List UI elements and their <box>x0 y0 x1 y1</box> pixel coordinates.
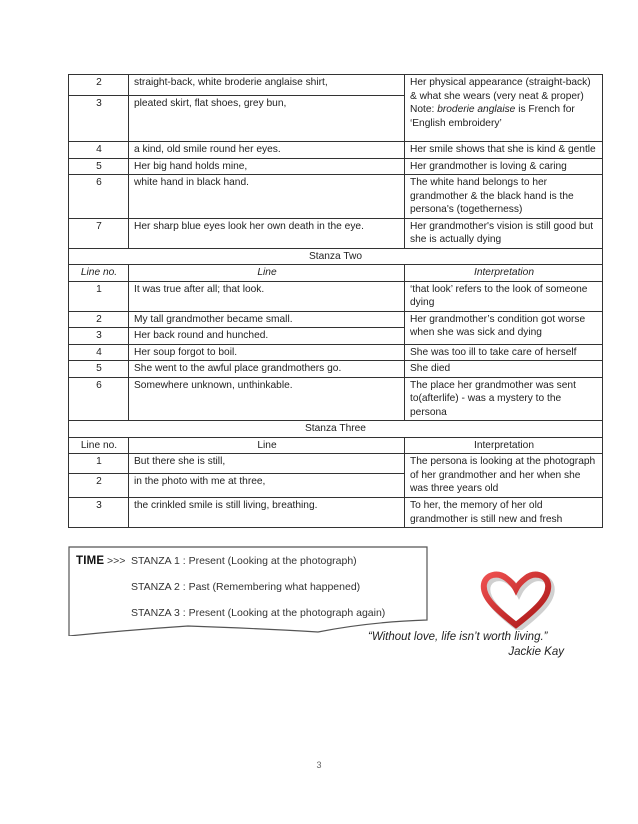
poem-analysis-table <box>68 74 603 528</box>
line-number: 3 <box>69 328 129 345</box>
poem-line: Her big hand holds mine, <box>129 158 405 175</box>
poem-line: It was true after all; that look. <box>129 281 405 311</box>
table-row <box>69 158 603 175</box>
time-arrow: >>> <box>107 555 126 567</box>
line-number: 1 <box>69 454 129 474</box>
poem-line: the crinkled smile is still living, breathing. <box>129 498 405 528</box>
poem-line: My tall grandmother became small. <box>129 311 405 328</box>
line-number: 3 <box>69 498 129 528</box>
poem-line: white hand in black hand. <box>129 175 405 219</box>
header-row <box>69 265 603 282</box>
interpretation: Her grandmother’s condition got worse when she was sick and dying <box>405 311 603 344</box>
quote-text: “Without love, life isn’t worth living.” <box>368 631 548 643</box>
interpretation: The white hand belongs to her grandmother & the black hand is the persona's (togetherness) <box>405 175 603 219</box>
interpretation: She was too ill to take care of herself <box>405 344 603 361</box>
poem-line: pleated skirt, flat shoes, grey bun, <box>129 96 405 142</box>
page-number: 3 <box>316 760 322 770</box>
stanza-two-title: Stanza Two <box>69 248 603 265</box>
line-number: 6 <box>69 175 129 219</box>
interpretation: Her grandmother is loving & caring <box>405 158 603 175</box>
header-line-no: Line no. <box>69 265 129 282</box>
poem-line: But there she is still, <box>129 454 405 474</box>
table-row <box>69 311 603 328</box>
poem-line: Somewhere unknown, unthinkable. <box>129 377 405 421</box>
table-row <box>69 175 603 219</box>
header-interpretation: Interpretation <box>405 265 603 282</box>
stanza-three-title: Stanza Three <box>69 421 603 438</box>
interpretation: She died <box>405 361 603 378</box>
poem-line: Her soup forgot to boil. <box>129 344 405 361</box>
line-number: 2 <box>69 75 129 96</box>
table-row <box>69 361 603 378</box>
line-number: 3 <box>69 96 129 142</box>
table-row <box>69 281 603 311</box>
quote-block <box>368 630 564 660</box>
stanza-3-time: STANZA 3 : Present (Looking at the photograph again) <box>131 607 386 619</box>
stanza-1-time: STANZA 1 : Present (Looking at the photograph) <box>131 555 357 567</box>
header-line: Line <box>129 265 405 282</box>
poem-line: a kind, old smile round her eyes. <box>129 142 405 159</box>
interpretation: To her, the memory of her old grandmother is still new and fresh <box>405 498 603 528</box>
stanza-2-time: STANZA 2 : Past (Remembering what happened) <box>131 581 361 593</box>
table-row <box>69 344 603 361</box>
poem-line: straight-back, white broderie anglaise shirt, <box>129 75 405 96</box>
line-number: 2 <box>69 311 129 328</box>
line-number: 7 <box>69 218 129 248</box>
header-row <box>69 437 603 454</box>
header-interpretation: Interpretation <box>405 437 603 454</box>
stanza-title-row <box>69 421 603 438</box>
line-number: 5 <box>69 361 129 378</box>
table-row <box>69 142 603 159</box>
table-row <box>69 75 603 96</box>
heart-icon <box>474 570 558 630</box>
line-number: 4 <box>69 142 129 159</box>
interpretation: ‘that look’ refers to the look of someone dying <box>405 281 603 311</box>
interpretation: Her smile shows that she is kind & gentle <box>405 142 603 159</box>
interpretation: The persona is looking at the photograph of her grandmother and her when she was three years old <box>405 454 603 498</box>
line-number: 2 <box>69 474 129 498</box>
line-number: 4 <box>69 344 129 361</box>
poem-line: Her back round and hunched. <box>129 328 405 345</box>
table-row <box>69 377 603 421</box>
poem-line: in the photo with me at three, <box>129 474 405 498</box>
time-summary-box <box>68 546 428 634</box>
quote-author: Jackie Kay <box>508 646 564 658</box>
table-row <box>69 454 603 474</box>
line-number: 6 <box>69 377 129 421</box>
stanza-title-row <box>69 248 603 265</box>
table-row <box>69 218 603 248</box>
header-line-no: Line no. <box>69 437 129 454</box>
interpretation: The place her grandmother was sent to(afterlife) - was a mystery to the persona <box>405 377 603 421</box>
interpretation: Her physical appearance (straight-back) & what she wears (very neat & proper) Note: broderie anglaise is French for ‘English embroidery’ <box>405 75 603 142</box>
table-row <box>69 498 603 528</box>
header-line: Line <box>129 437 405 454</box>
line-number: 1 <box>69 281 129 311</box>
line-number: 5 <box>69 158 129 175</box>
poem-line: Her sharp blue eyes look her own death in the eye. <box>129 218 405 248</box>
poem-line: She went to the awful place grandmothers go. <box>129 361 405 378</box>
interpretation: Her grandmother's vision is still good but she is actually dying <box>405 218 603 248</box>
time-label: TIME <box>76 555 105 567</box>
